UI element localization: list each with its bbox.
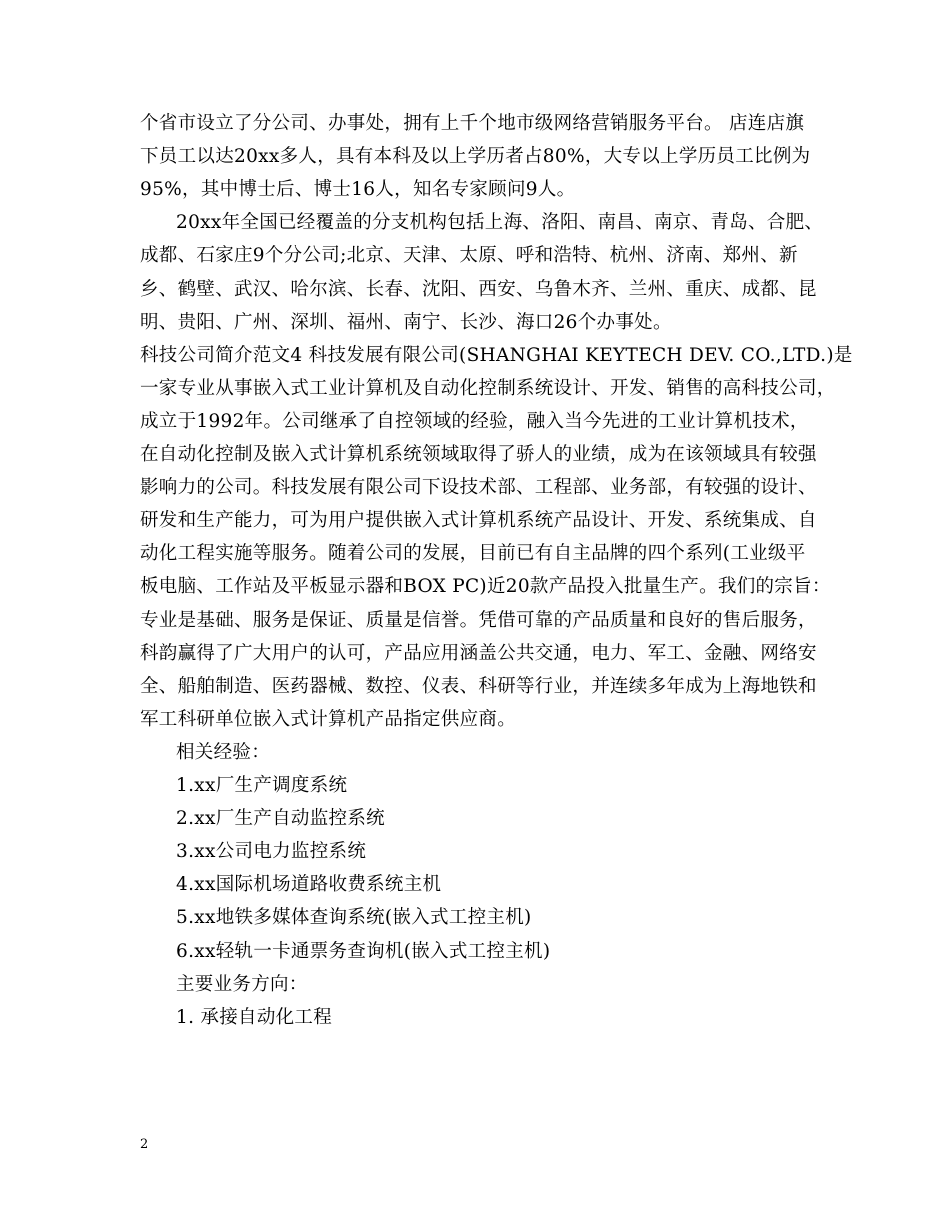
text-line: 科韵赢得了广大用户的认可，产品应用涵盖公共交通，电力、军工、金融、网络安 <box>140 643 817 664</box>
text-line: 明、贵阳、广州、深圳、福州、南宁、长沙、海口26个办事处。 <box>140 312 672 333</box>
text-line: 动化工程实施等服务。随着公司的发展，目前已有自主品牌的四个系列(工业级平 <box>140 543 806 564</box>
text-line: 20xx年全国已经覆盖的分支机构包括上海、洛阳、南昌、南京、青岛、合肥、 <box>176 212 824 233</box>
text-line: 主要业务方向： <box>176 974 308 995</box>
text-line: 1. 承接自动化工程 <box>176 1007 333 1028</box>
text-line: 2.xx厂生产自动监控系统 <box>176 808 385 829</box>
text-line: 乡、鹤壁、武汉、哈尔滨、长春、沈阳、西安、乌鲁木齐、兰州、重庆、成都、昆 <box>140 279 817 300</box>
text-line: 5.xx地铁多媒体查询系统(嵌入式工控主机) <box>176 907 532 928</box>
text-line: 影响力的公司。科技发展有限公司下设技术部、工程部、业务部，有较强的设计、 <box>140 477 817 498</box>
text-line: 1.xx厂生产调度系统 <box>176 775 348 796</box>
text-line: 板电脑、工作站及平板显示器和BOX PC)近20款产品投入批量生产。我们的宗旨： <box>140 576 831 597</box>
text-line: 一家专业从事嵌入式工业计算机及自动化控制系统设计、开发、销售的高科技公司， <box>140 378 836 399</box>
text-line: 军工科研单位嵌入式计算机产品指定供应商。 <box>140 709 517 730</box>
text-line: 成立于1992年。公司继承了自控领域的经验，融入当今先进的工业计算机技术， <box>140 411 809 432</box>
text-line: 95%，其中博士后、博士16人，知名专家顾问9人。 <box>140 179 576 200</box>
text-line: 在自动化控制及嵌入式计算机系统领域取得了骄人的业绩，成为在该领域具有较强 <box>140 444 817 465</box>
text-line: 4.xx国际机场道路收费系统主机 <box>176 874 442 895</box>
text-line: 个省市设立了分公司、办事处，拥有上千个地市级网络营销服务平台。 店连店旗 <box>140 113 805 134</box>
text-line: 全、船舶制造、医药器械、数控、仪表、科研等行业，并连续多年成为上海地铁和 <box>140 676 817 697</box>
text-line: 下员工以达20xx多人，具有本科及以上学历者占80%，大专以上学历员工比例为 <box>140 146 811 167</box>
text-line: 专业是基础、服务是保证、质量是信誉。凭借可靠的产品质量和良好的售后服务， <box>140 610 817 631</box>
text-line: 科技公司简介范文4 科技发展有限公司(SHANGHAI KEYTECH DEV. CO.,LTD.)是 <box>140 345 853 366</box>
text-line: 相关经验： <box>176 742 271 763</box>
text-line: 成都、石家庄9个分公司;北京、天津、太原、呼和浩特、杭州、济南、郑州、新 <box>140 245 798 266</box>
text-line: 研发和生产能力，可为用户提供嵌入式计算机系统产品设计、开发、系统集成、自 <box>140 510 817 531</box>
text-line: 6.xx轻轨一卡通票务查询机(嵌入式工控主机) <box>176 941 551 962</box>
text-line: 3.xx公司电力监控系统 <box>176 841 367 862</box>
page-number: 2 <box>140 1137 149 1152</box>
